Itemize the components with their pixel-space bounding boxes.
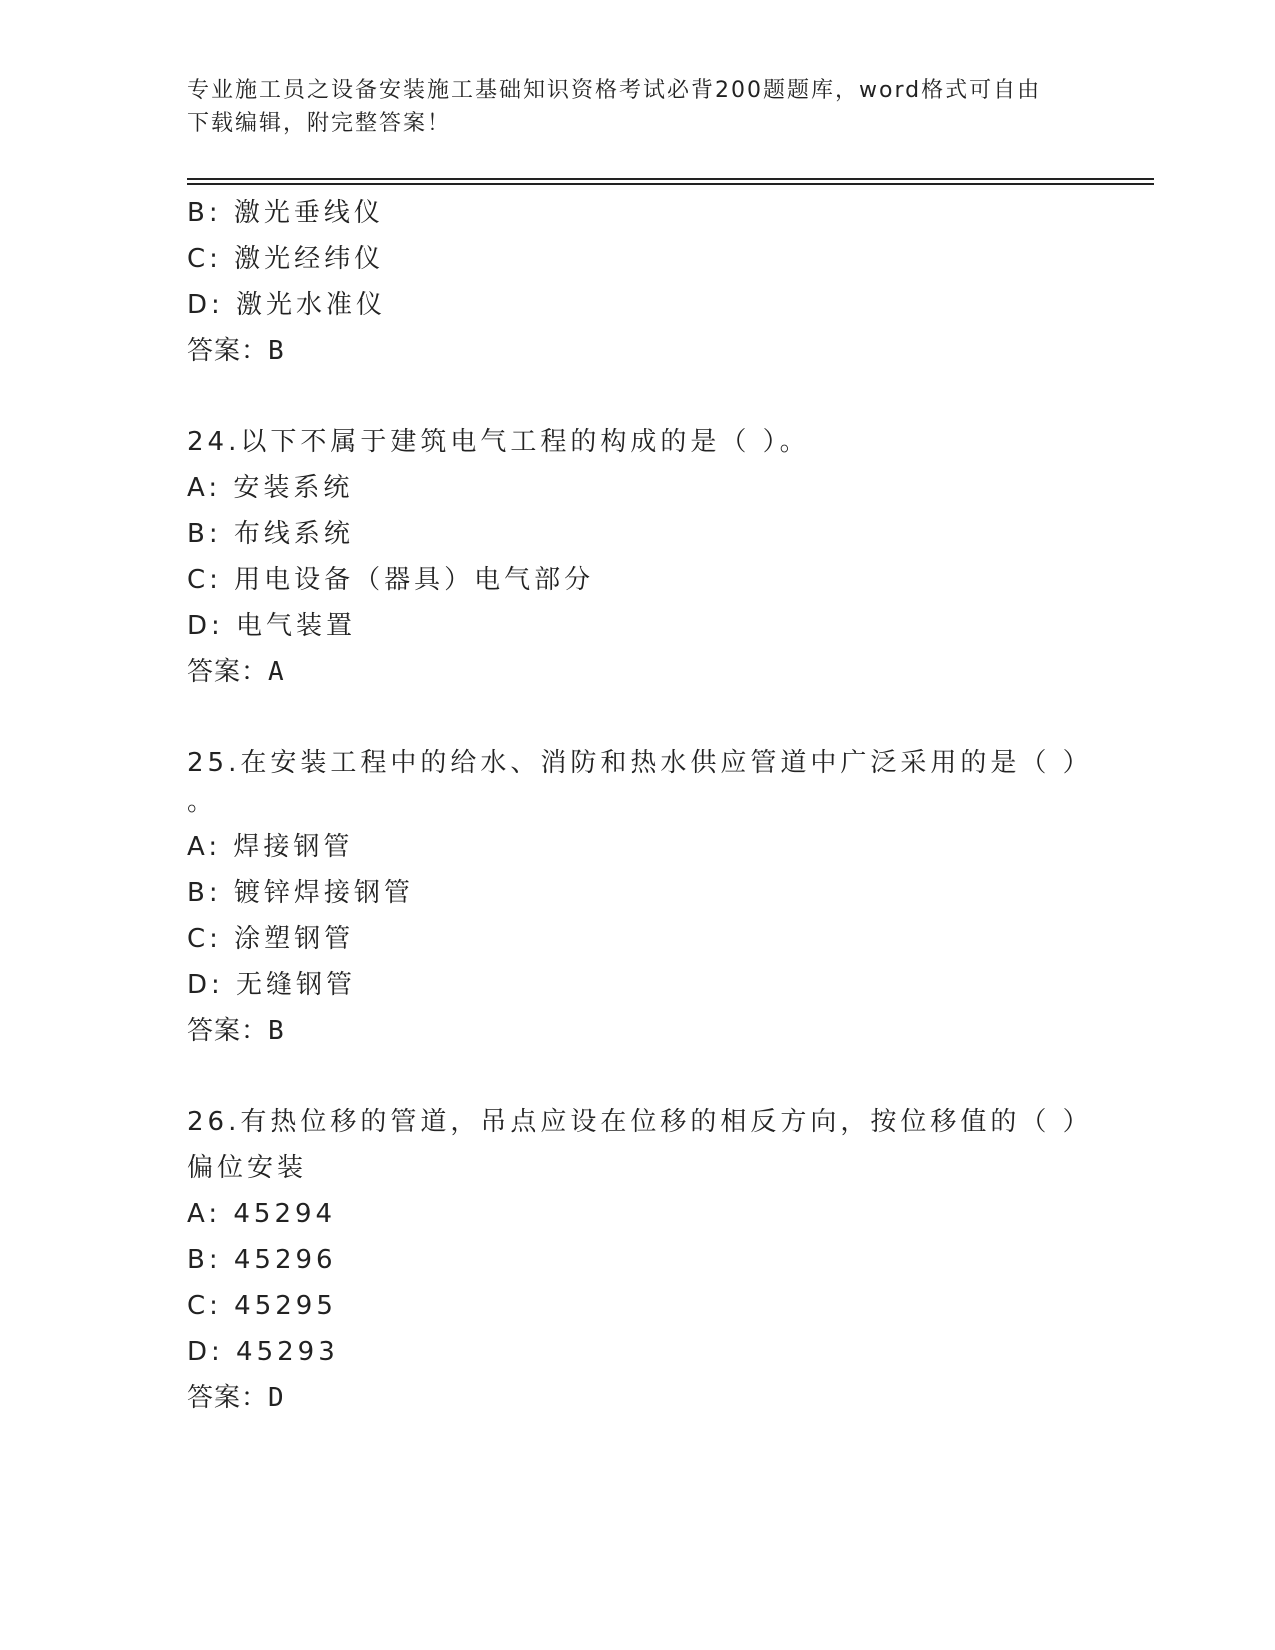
answer: 答案：B (187, 336, 285, 366)
question-list (187, 190, 1093, 1421)
option-c: C: 用电设备（器具）电气部分 (187, 565, 595, 595)
header-line-1: 专业施工员之设备安装施工基础知识资格考试必背200题题库，word格式可自由 (187, 78, 1042, 103)
question-text: 24.以下不属于建筑电气工程的构成的是（ ）。 (187, 427, 810, 457)
spacer (187, 374, 1087, 419)
header-rule-top (187, 178, 1154, 180)
option-b: B: 激光垂线仪 (187, 198, 384, 228)
question-26 (187, 1099, 1093, 1421)
question-23 (187, 190, 1087, 374)
option-a: A: 安装系统 (187, 473, 354, 503)
option-c: C: 涂塑钢管 (187, 924, 355, 954)
answer: 答案：A (187, 657, 285, 687)
option-b: B: 布线系统 (187, 519, 354, 549)
document-header (187, 74, 1087, 140)
option-c: C: 激光经纬仪 (187, 244, 385, 274)
answer: 答案：D (187, 1383, 285, 1413)
question-text: 25.在安装工程中的给水、消防和热水供应管道中广泛采用的是（ ） (187, 748, 1093, 778)
option-a: A: 焊接钢管 (187, 832, 354, 862)
option-d: D: 激光水准仪 (187, 290, 387, 320)
question-24 (187, 419, 1087, 695)
question-25 (187, 740, 1093, 1054)
option-b: B: 镀锌焊接钢管 (187, 878, 414, 908)
answer: 答案：B (187, 1016, 285, 1046)
option-d: D: 电气装置 (187, 611, 357, 641)
question-text: 26.有热位移的管道，吊点应设在位移的相反方向，按位移值的（ ） (187, 1107, 1093, 1137)
spacer (187, 695, 1087, 740)
header-rule-bottom (187, 183, 1154, 185)
option-a: A: 45294 (187, 1199, 337, 1229)
option-d: D: 无缝钢管 (187, 970, 357, 1000)
option-d: D: 45293 (187, 1337, 339, 1367)
spacer (187, 1054, 1087, 1099)
question-text-end: 。 (187, 787, 218, 817)
header-line-2: 下载编辑，附完整答案！ (187, 111, 452, 136)
option-b: B: 45296 (187, 1245, 337, 1275)
question-text-cont: 偏位安装 (187, 1153, 308, 1183)
option-c: C: 45295 (187, 1291, 337, 1321)
